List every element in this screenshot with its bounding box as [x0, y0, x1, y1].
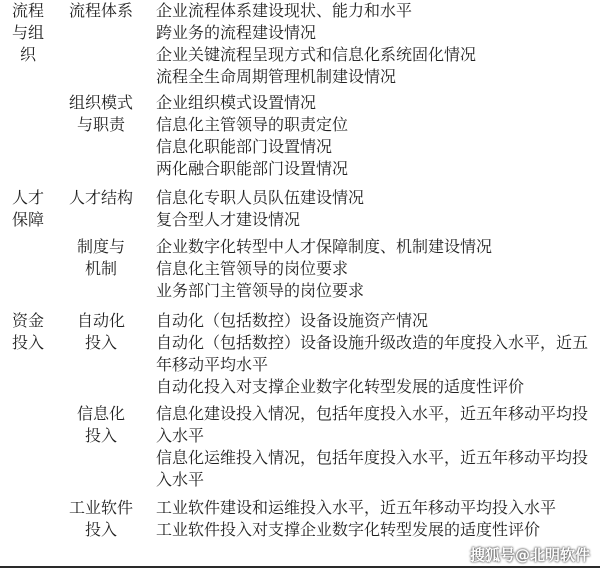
item-text: 企业关键流程呈现方式和信息化系统固化情况 — [156, 45, 477, 64]
subcategory-text: 机制 — [84, 259, 117, 278]
items-automation-investment — [156, 310, 594, 398]
item-text: 自动化投入对支撑企业数字化转型发展的适度性评价 — [156, 377, 525, 396]
category-talent-support — [5, 187, 51, 231]
item-text: 自动化（包括数控）设备设施升级改造的年度投入水平，近五年移动平均水平 — [156, 333, 589, 374]
category-text: 投入 — [11, 333, 44, 352]
item-text: 信息化建设投入情况，包括年度投入水平，近五年移动平均投入水平 — [156, 404, 589, 445]
table-bottom-rule — [0, 566, 600, 568]
item-text: 工业软件建设和运维投入水平，近五年移动平均投入水平 — [156, 498, 557, 517]
category-text: 流程 — [11, 1, 44, 20]
subcategory-system-mechanism — [60, 236, 142, 280]
item-text: 自动化（包括数控）设备设施资产情况 — [156, 311, 429, 330]
category-text: 资金 — [11, 311, 44, 330]
subcategory-text: 流程体系 — [68, 1, 133, 20]
category-text: 保障 — [11, 210, 44, 229]
category-text: 织 — [19, 45, 36, 64]
watermark: 搜狐号@北明软件 — [469, 546, 590, 564]
item-text: 流程全生命周期管理机制建设情况 — [156, 67, 397, 86]
subcategory-text: 投入 — [84, 426, 117, 445]
item-text: 复合型人才建设情况 — [156, 210, 301, 229]
subcategory-text: 工业软件 — [68, 498, 133, 517]
subcategory-organization-mode — [60, 92, 142, 136]
category-process-organization — [5, 0, 51, 66]
item-text: 信息化职能部门设置情况 — [156, 137, 333, 156]
subcategory-text: 人才结构 — [68, 188, 133, 207]
item-text: 业务部门主管领导的岗位要求 — [156, 281, 365, 300]
items-talent-structure — [156, 187, 594, 231]
items-informatization-investment — [156, 403, 594, 491]
items-industrial-software-investment — [156, 497, 594, 541]
subcategory-automation-investment — [60, 310, 142, 354]
item-text: 信息化专职人员队伍建设情况 — [156, 188, 365, 207]
item-text: 企业流程体系建设现状、能力和水平 — [156, 1, 413, 20]
category-text: 与组 — [11, 23, 44, 42]
item-text: 信息化运维投入情况，包括年度投入水平，近五年移动平均投入水平 — [156, 448, 589, 489]
item-text: 企业数字化转型中人才保障制度、机制建设情况 — [156, 237, 493, 256]
subcategory-text: 信息化 — [76, 404, 125, 423]
subcategory-text: 投入 — [84, 520, 117, 539]
items-organization-mode — [156, 92, 594, 180]
item-text: 信息化主管领导的职责定位 — [156, 115, 349, 134]
item-text: 企业组织模式设置情况 — [156, 93, 317, 112]
subcategory-informatization-investment — [60, 403, 142, 447]
subcategory-industrial-software-investment — [60, 497, 142, 541]
subcategory-text: 制度与 — [76, 237, 125, 256]
subcategory-talent-structure — [60, 187, 142, 209]
category-text: 人才 — [11, 188, 44, 207]
items-process-system — [156, 0, 594, 88]
subcategory-text: 投入 — [84, 333, 117, 352]
item-text: 两化融合职能部门设置情况 — [156, 159, 349, 178]
subcategory-text: 自动化 — [76, 311, 125, 330]
item-text: 跨业务的流程建设情况 — [156, 23, 317, 42]
item-text: 信息化主管领导的岗位要求 — [156, 259, 349, 278]
item-text: 工业软件投入对支撑企业数字化转型发展的适度性评价 — [156, 520, 541, 539]
subcategory-text: 与职责 — [76, 115, 125, 134]
subcategory-text: 组织模式 — [68, 93, 133, 112]
items-system-mechanism — [156, 236, 594, 302]
category-capital-investment — [5, 310, 51, 354]
subcategory-process-system — [60, 0, 142, 22]
